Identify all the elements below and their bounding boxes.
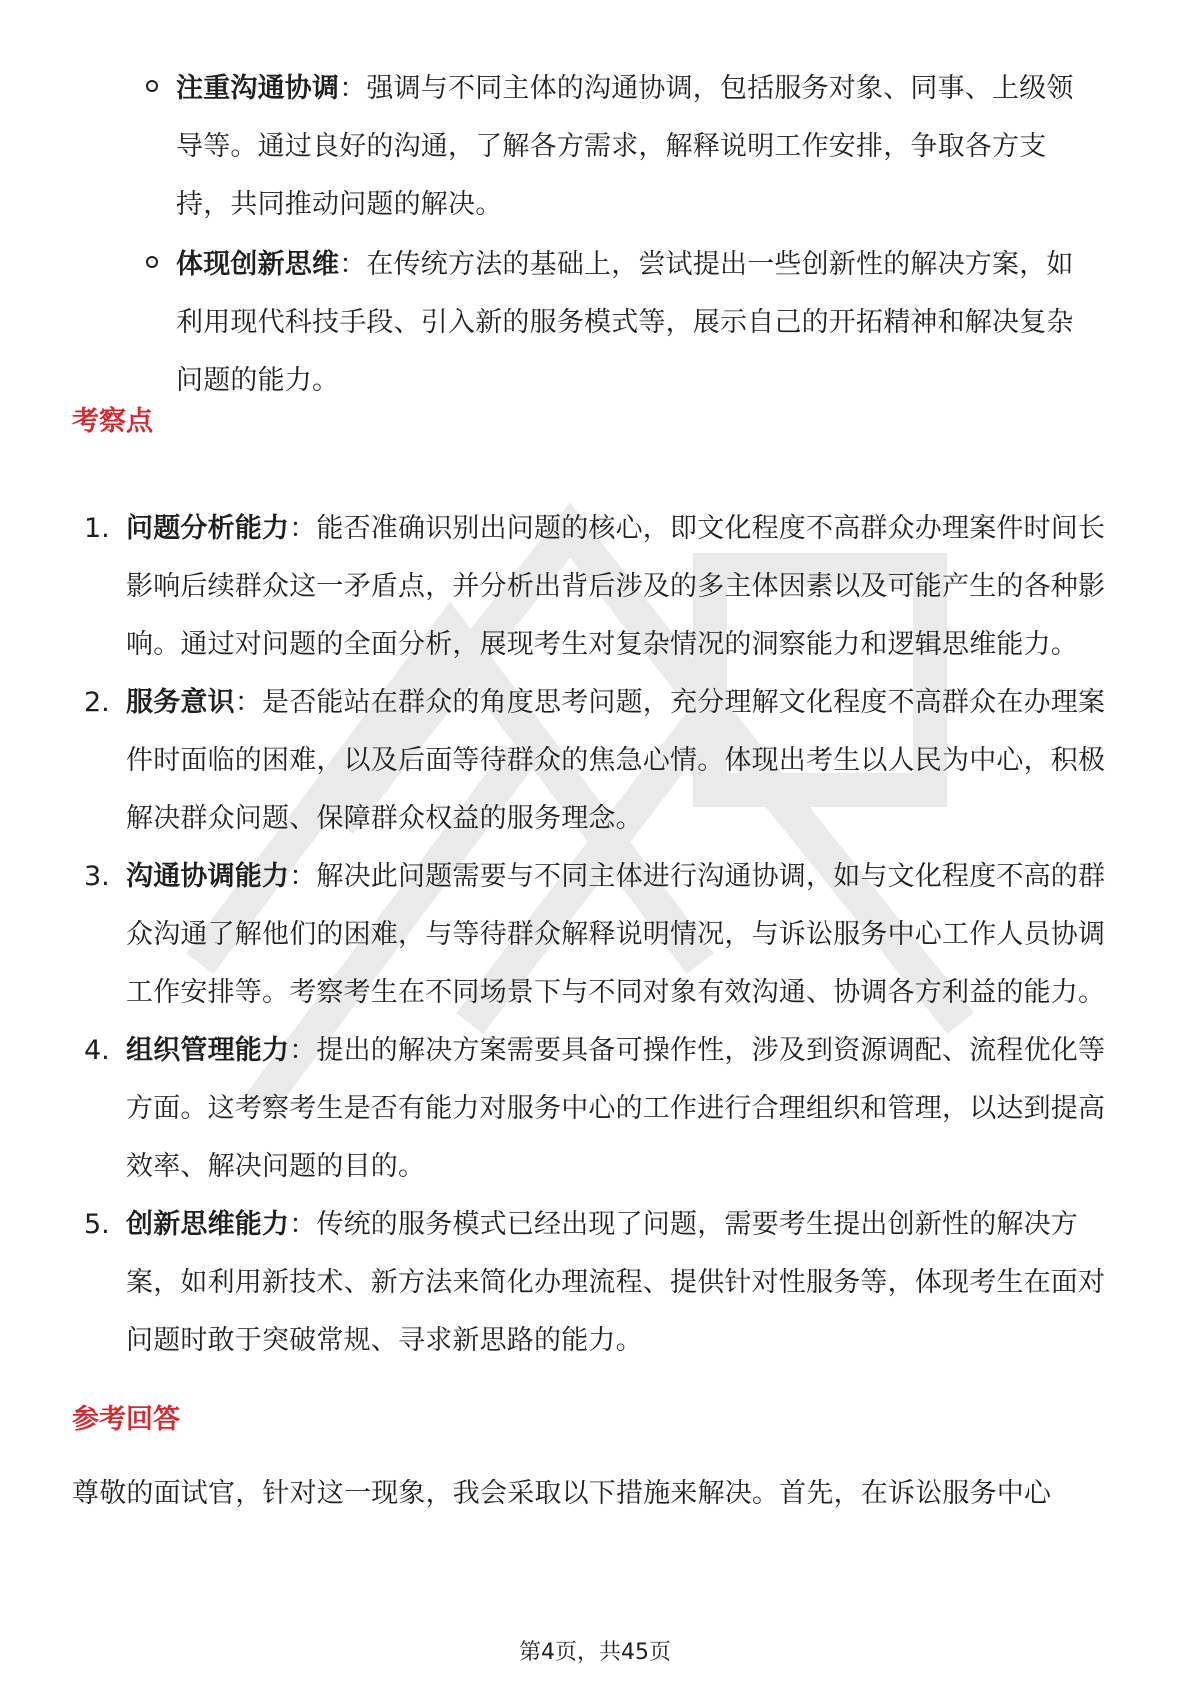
page-footer: 第4页，共45页 bbox=[519, 1640, 671, 1665]
numbered-list-item bbox=[72, 848, 1112, 1022]
item-number: 4. bbox=[84, 1035, 110, 1066]
numbered-list-item bbox=[72, 1022, 1112, 1196]
numbered-list bbox=[72, 500, 1112, 1370]
sub-bullet-list bbox=[140, 60, 1100, 412]
sub-bullet-title: 体现创新思维 bbox=[176, 249, 340, 280]
sub-bullet-text: ：在传统方法的基础上，尝试提出一些创新性的解决方案，如利用现代科技手段、引入新的服务模式等，展示自己的开拓精神和解决复杂问题的能力。 bbox=[176, 249, 1074, 396]
sub-bullet-item bbox=[140, 60, 1100, 234]
item-text: ：传统的服务模式已经出现了问题，需要考生提出创新性的解决方案，如利用新技术、新方法来简化办理流程、提供针对性服务等，体现考生在面对问题时敢于突破常规、寻求新思路的能力。 bbox=[126, 1209, 1106, 1356]
numbered-list-item bbox=[72, 500, 1112, 674]
answer-paragraph: 尊敬的面试官，针对这一现象，我会采取以下措施来解决。首先，在诉讼服务中心 bbox=[72, 1478, 1052, 1509]
numbered-list-item bbox=[72, 1196, 1112, 1370]
section-heading-cankao: 参考回答 bbox=[72, 1404, 180, 1435]
item-number: 2. bbox=[84, 687, 110, 718]
item-title: 服务意识 bbox=[126, 687, 235, 718]
hollow-bullet-icon bbox=[146, 256, 158, 268]
item-number: 5. bbox=[84, 1209, 110, 1240]
section-heading-kaochadian: 考察点 bbox=[72, 406, 153, 437]
item-title: 创新思维能力 bbox=[126, 1209, 290, 1240]
sub-bullet-title: 注重沟通协调 bbox=[176, 73, 340, 104]
item-title: 组织管理能力 bbox=[126, 1035, 290, 1066]
item-number: 1. bbox=[84, 513, 110, 544]
numbered-list-item bbox=[72, 674, 1112, 848]
item-title: 问题分析能力 bbox=[126, 513, 290, 544]
sub-bullet-text: ：强调与不同主体的沟通协调，包括服务对象、同事、上级领导等。通过良好的沟通，了解各方需求，解释说明工作安排，争取各方支持，共同推动问题的解决。 bbox=[176, 73, 1074, 220]
item-title: 沟通协调能力 bbox=[126, 861, 290, 892]
item-number: 3. bbox=[84, 861, 110, 892]
item-text: ：能否准确识别出问题的核心，即文化程度不高群众办理案件时间长影响后续群众这一矛盾点，并分析出背后涉及的多主体因素以及可能产生的各种影响。通过对问题的全面分析，展现考生对复杂情况的洞察能力和逻辑思维能力。 bbox=[126, 513, 1106, 660]
item-text: ：解决此问题需要与不同主体进行沟通协调，如与文化程度不高的群众沟通了解他们的困难，与等待群众解释说明情况，与诉讼服务中心工作人员协调工作安排等。考察考生在不同场景下与不同对象有效沟通、协调各方利益的能力。 bbox=[126, 861, 1106, 1008]
hollow-bullet-icon bbox=[146, 80, 158, 92]
item-text: ：是否能站在群众的角度思考问题，充分理解文化程度不高群众在办理案件时面临的困难，以及后面等待群众的焦急心情。体现出考生以人民为中心，积极解决群众问题、保障群众权益的服务理念。 bbox=[126, 687, 1106, 834]
item-text: ：提出的解决方案需要具备可操作性，涉及到资源调配、流程优化等方面。这考察考生是否有能力对服务中心的工作进行合理组织和管理，以达到提高效率、解决问题的目的。 bbox=[126, 1035, 1106, 1182]
sub-bullet-item bbox=[140, 236, 1100, 410]
